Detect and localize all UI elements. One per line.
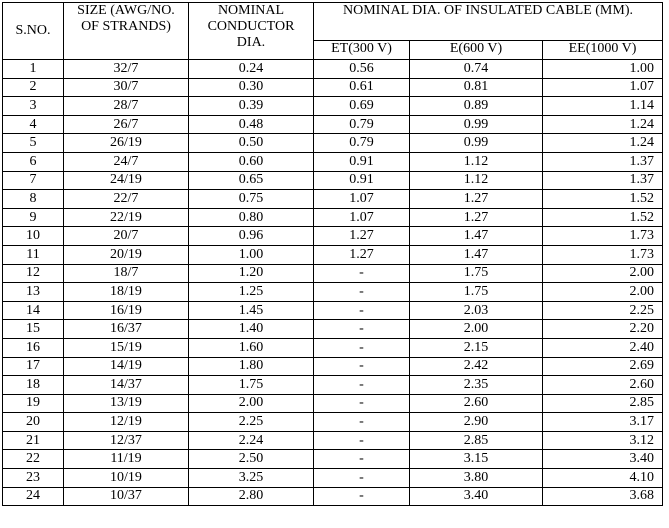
cell-ee: 1.14 bbox=[543, 97, 663, 116]
cell-ee: 1.73 bbox=[543, 245, 663, 264]
cell-et: 0.79 bbox=[314, 115, 410, 134]
cell-ee: 3.12 bbox=[543, 431, 663, 450]
cell-ee: 1.52 bbox=[543, 190, 663, 209]
cell-ee: 1.52 bbox=[543, 208, 663, 227]
cell-et: 1.07 bbox=[314, 208, 410, 227]
table-row bbox=[3, 115, 663, 134]
cell-ee: 1.37 bbox=[543, 171, 663, 190]
cell-sno: 15 bbox=[3, 320, 64, 339]
cell-et: 1.27 bbox=[314, 227, 410, 246]
cell-size: 20/19 bbox=[64, 245, 189, 264]
cell-sno: 2 bbox=[3, 78, 64, 97]
cell-e: 1.47 bbox=[410, 227, 543, 246]
cell-size: 32/7 bbox=[64, 60, 189, 79]
cell-e: 3.15 bbox=[410, 450, 543, 469]
cell-e: 0.99 bbox=[410, 134, 543, 153]
cell-sno: 6 bbox=[3, 152, 64, 171]
header-ee: EE(1000 V) bbox=[543, 41, 663, 60]
table-row bbox=[3, 152, 663, 171]
table-row bbox=[3, 208, 663, 227]
table-row bbox=[3, 78, 663, 97]
cell-ee: 1.00 bbox=[543, 60, 663, 79]
cell-sno: 10 bbox=[3, 227, 64, 246]
cell-size: 14/19 bbox=[64, 357, 189, 376]
cell-sno: 21 bbox=[3, 431, 64, 450]
cell-ee: 3.17 bbox=[543, 413, 663, 432]
table-row bbox=[3, 245, 663, 264]
cell-e: 0.81 bbox=[410, 78, 543, 97]
cell-dia: 2.80 bbox=[189, 487, 314, 506]
header-size: SIZE (AWG/NO. OF STRANDS) bbox=[64, 3, 189, 60]
cell-ee: 3.68 bbox=[543, 487, 663, 506]
cell-et: 0.91 bbox=[314, 171, 410, 190]
cell-et: - bbox=[314, 469, 410, 488]
cell-sno: 9 bbox=[3, 208, 64, 227]
table-row bbox=[3, 394, 663, 413]
table-row bbox=[3, 134, 663, 153]
cell-sno: 13 bbox=[3, 283, 64, 302]
cell-sno: 22 bbox=[3, 450, 64, 469]
header-insulated-dia: NOMINAL DIA. OF INSULATED CABLE (MM). bbox=[314, 3, 663, 41]
cell-ee: 1.73 bbox=[543, 227, 663, 246]
cell-ee: 1.24 bbox=[543, 115, 663, 134]
cell-sno: 12 bbox=[3, 264, 64, 283]
header-et: ET(300 V) bbox=[314, 41, 410, 60]
cell-e: 1.27 bbox=[410, 190, 543, 209]
cell-sno: 24 bbox=[3, 487, 64, 506]
table-row bbox=[3, 357, 663, 376]
cell-e: 1.47 bbox=[410, 245, 543, 264]
cell-size: 13/19 bbox=[64, 394, 189, 413]
cell-size: 26/19 bbox=[64, 134, 189, 153]
cell-dia: 1.20 bbox=[189, 264, 314, 283]
cell-et: - bbox=[314, 394, 410, 413]
cell-sno: 5 bbox=[3, 134, 64, 153]
cell-size: 10/37 bbox=[64, 487, 189, 506]
cell-e: 2.35 bbox=[410, 376, 543, 395]
cell-ee: 2.00 bbox=[543, 264, 663, 283]
table-row bbox=[3, 227, 663, 246]
cell-size: 18/7 bbox=[64, 264, 189, 283]
cell-ee: 1.07 bbox=[543, 78, 663, 97]
cell-et: 0.91 bbox=[314, 152, 410, 171]
cell-e: 0.89 bbox=[410, 97, 543, 116]
cell-sno: 19 bbox=[3, 394, 64, 413]
cell-size: 18/19 bbox=[64, 283, 189, 302]
table-row bbox=[3, 171, 663, 190]
table-row bbox=[3, 264, 663, 283]
cell-size: 15/19 bbox=[64, 338, 189, 357]
cell-e: 3.80 bbox=[410, 469, 543, 488]
cell-e: 2.85 bbox=[410, 431, 543, 450]
table-row bbox=[3, 190, 663, 209]
cell-sno: 17 bbox=[3, 357, 64, 376]
cell-et: - bbox=[314, 283, 410, 302]
cell-e: 1.12 bbox=[410, 171, 543, 190]
cell-size: 24/7 bbox=[64, 152, 189, 171]
cell-dia: 1.40 bbox=[189, 320, 314, 339]
cell-dia: 1.00 bbox=[189, 245, 314, 264]
cell-dia: 0.30 bbox=[189, 78, 314, 97]
cell-et: 0.61 bbox=[314, 78, 410, 97]
cell-dia: 0.24 bbox=[189, 60, 314, 79]
cable-dimensions-table bbox=[2, 2, 663, 506]
cell-et: 0.56 bbox=[314, 60, 410, 79]
cell-et: 0.79 bbox=[314, 134, 410, 153]
cell-e: 1.27 bbox=[410, 208, 543, 227]
cell-sno: 20 bbox=[3, 413, 64, 432]
cell-ee: 4.10 bbox=[543, 469, 663, 488]
cell-dia: 1.60 bbox=[189, 338, 314, 357]
table-row bbox=[3, 450, 663, 469]
table-row bbox=[3, 376, 663, 395]
cell-size: 22/19 bbox=[64, 208, 189, 227]
cell-ee: 2.69 bbox=[543, 357, 663, 376]
cell-e: 0.74 bbox=[410, 60, 543, 79]
cell-sno: 1 bbox=[3, 60, 64, 79]
cell-sno: 18 bbox=[3, 376, 64, 395]
cell-sno: 16 bbox=[3, 338, 64, 357]
cell-et: - bbox=[314, 431, 410, 450]
cell-e: 2.15 bbox=[410, 338, 543, 357]
cell-et: - bbox=[314, 450, 410, 469]
table-row bbox=[3, 413, 663, 432]
cell-size: 24/19 bbox=[64, 171, 189, 190]
table-body bbox=[3, 60, 663, 506]
cell-size: 11/19 bbox=[64, 450, 189, 469]
header-sno: S.NO. bbox=[3, 3, 64, 60]
cell-dia: 3.25 bbox=[189, 469, 314, 488]
cell-size: 16/19 bbox=[64, 301, 189, 320]
cell-sno: 11 bbox=[3, 245, 64, 264]
cell-sno: 23 bbox=[3, 469, 64, 488]
cell-ee: 2.40 bbox=[543, 338, 663, 357]
cell-et: - bbox=[314, 487, 410, 506]
cell-dia: 2.25 bbox=[189, 413, 314, 432]
cell-et: 0.69 bbox=[314, 97, 410, 116]
cell-e: 0.99 bbox=[410, 115, 543, 134]
cell-et: - bbox=[314, 376, 410, 395]
cell-sno: 3 bbox=[3, 97, 64, 116]
cell-ee: 3.40 bbox=[543, 450, 663, 469]
cell-e: 2.60 bbox=[410, 394, 543, 413]
table-row bbox=[3, 431, 663, 450]
cell-et: - bbox=[314, 357, 410, 376]
cell-dia: 1.80 bbox=[189, 357, 314, 376]
table-row bbox=[3, 338, 663, 357]
table-row bbox=[3, 469, 663, 488]
cell-dia: 0.75 bbox=[189, 190, 314, 209]
cell-et: - bbox=[314, 413, 410, 432]
cell-et: - bbox=[314, 301, 410, 320]
cell-e: 1.75 bbox=[410, 283, 543, 302]
cell-sno: 4 bbox=[3, 115, 64, 134]
cell-e: 1.75 bbox=[410, 264, 543, 283]
header-conductor-dia: NOMINAL CONDUCTOR DIA. bbox=[189, 3, 314, 60]
cell-size: 28/7 bbox=[64, 97, 189, 116]
cell-size: 14/37 bbox=[64, 376, 189, 395]
cell-size: 26/7 bbox=[64, 115, 189, 134]
table-row bbox=[3, 60, 663, 79]
cell-e: 3.40 bbox=[410, 487, 543, 506]
table-row bbox=[3, 283, 663, 302]
table-row bbox=[3, 97, 663, 116]
header-e: E(600 V) bbox=[410, 41, 543, 60]
cell-size: 10/19 bbox=[64, 469, 189, 488]
cell-size: 12/37 bbox=[64, 431, 189, 450]
cell-e: 2.03 bbox=[410, 301, 543, 320]
cell-dia: 1.45 bbox=[189, 301, 314, 320]
cell-size: 16/37 bbox=[64, 320, 189, 339]
cell-dia: 0.50 bbox=[189, 134, 314, 153]
cell-dia: 0.48 bbox=[189, 115, 314, 134]
cell-sno: 8 bbox=[3, 190, 64, 209]
cell-ee: 2.85 bbox=[543, 394, 663, 413]
cell-size: 20/7 bbox=[64, 227, 189, 246]
cell-dia: 0.80 bbox=[189, 208, 314, 227]
table-row bbox=[3, 320, 663, 339]
cell-e: 2.00 bbox=[410, 320, 543, 339]
cell-e: 2.90 bbox=[410, 413, 543, 432]
cell-e: 1.12 bbox=[410, 152, 543, 171]
cell-dia: 2.00 bbox=[189, 394, 314, 413]
cell-size: 12/19 bbox=[64, 413, 189, 432]
table-row bbox=[3, 487, 663, 506]
table-row bbox=[3, 301, 663, 320]
cell-ee: 2.00 bbox=[543, 283, 663, 302]
cell-dia: 0.60 bbox=[189, 152, 314, 171]
cell-dia: 0.96 bbox=[189, 227, 314, 246]
cell-et: 1.07 bbox=[314, 190, 410, 209]
cell-dia: 1.25 bbox=[189, 283, 314, 302]
cell-dia: 0.65 bbox=[189, 171, 314, 190]
cell-et: - bbox=[314, 264, 410, 283]
cell-sno: 14 bbox=[3, 301, 64, 320]
cell-e: 2.42 bbox=[410, 357, 543, 376]
cell-et: - bbox=[314, 320, 410, 339]
cell-et: - bbox=[314, 338, 410, 357]
cell-ee: 2.60 bbox=[543, 376, 663, 395]
cell-et: 1.27 bbox=[314, 245, 410, 264]
cell-dia: 1.75 bbox=[189, 376, 314, 395]
cell-dia: 0.39 bbox=[189, 97, 314, 116]
cell-ee: 2.20 bbox=[543, 320, 663, 339]
cell-dia: 2.24 bbox=[189, 431, 314, 450]
cell-ee: 2.25 bbox=[543, 301, 663, 320]
cell-sno: 7 bbox=[3, 171, 64, 190]
cell-dia: 2.50 bbox=[189, 450, 314, 469]
cell-size: 22/7 bbox=[64, 190, 189, 209]
cell-ee: 1.37 bbox=[543, 152, 663, 171]
cell-ee: 1.24 bbox=[543, 134, 663, 153]
cell-size: 30/7 bbox=[64, 78, 189, 97]
table-wrapper bbox=[2, 2, 663, 506]
